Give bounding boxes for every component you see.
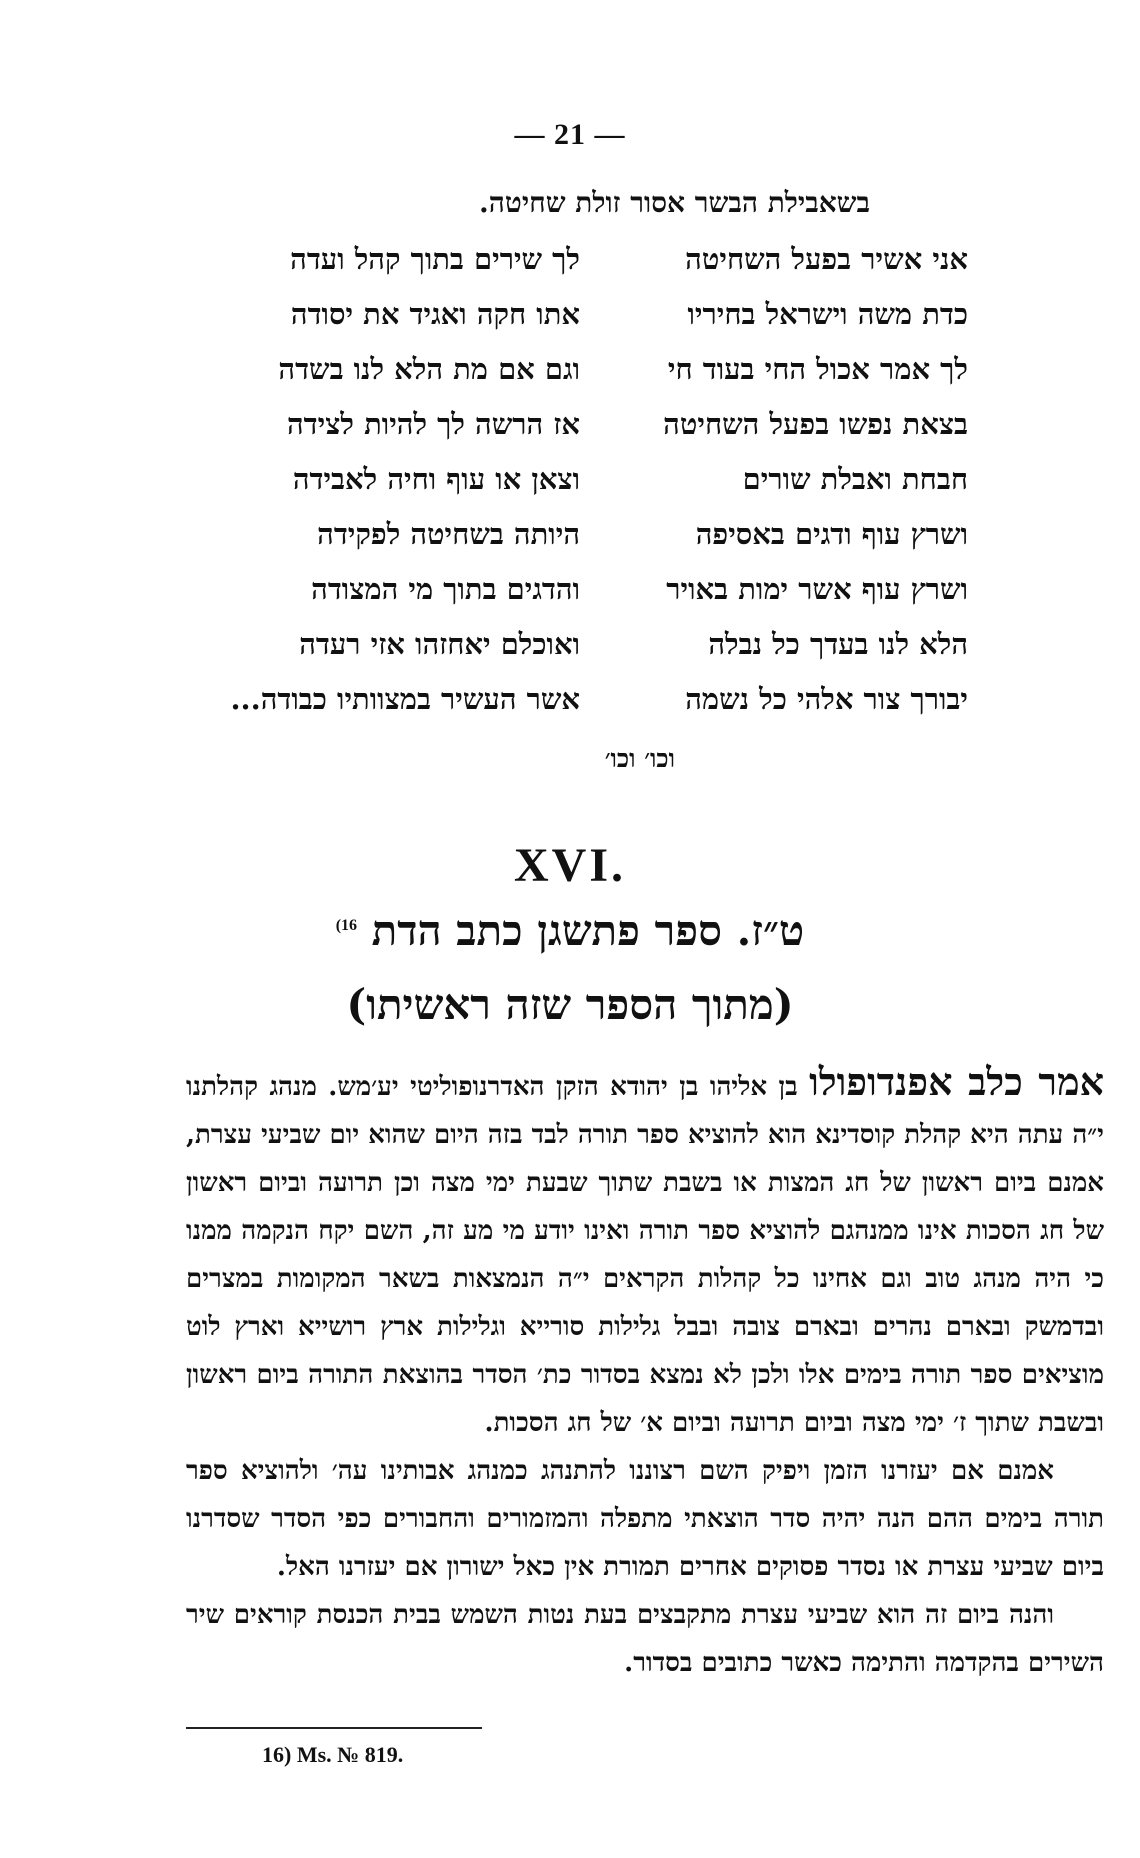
paragraph (186, 1058, 1104, 1447)
poem-left-hemistich: אז הרשה לך להיות לצידה (287, 407, 580, 441)
poem-left-hemistich: ואוכלם יאחזהו אזי רעדה (299, 627, 580, 661)
section-number: XVI. (513, 839, 626, 892)
refrain: וכו׳ וכו׳ (604, 744, 675, 773)
section-title (0, 906, 1140, 956)
verse-heading: בשאבילת הבשר אסור זולת שחיטה. (479, 186, 870, 219)
poem-left-hemistich: אתו חקה ואגיד את יסודה (290, 297, 580, 331)
paragraph: אמנם אם יעזרנו הזמן ויפיק השם רצוננו להתנהג כמנהג אבותינו עה׳ ולהוציא ספר תורה בימים ההם הנה יהיה סדר הוצאתי מתפלה והמזמורים והחבורים כפי הסדר שסדרנו ביום שביעי עצרת או נסדר פסוקים אחרים תמורת אין כאל ישורון אם יעזרנו האל. (186, 1456, 1104, 1582)
poem-left-hemistich: לך שירים בתוך קהל ועדה (290, 242, 580, 276)
poem-right-hemistich: יבורך צור אלהי כל נשמה (685, 682, 968, 716)
poem-right-hemistich: חבחת ואבלת שורים (742, 462, 968, 496)
footnote-marker: 16) (335, 917, 358, 934)
footnote: 16) Ms. № 819. (262, 1742, 404, 1767)
poem-right-hemistich: לך אמר אכול החי בעוד חי (667, 352, 968, 386)
opening-words: אמר כלב אפנדופולו (809, 1059, 1104, 1104)
poem-left-hemistich: אשר העשיר במצוותיו כבודה... (230, 682, 580, 716)
poem-right-hemistich: הלא לנו בעדך כל נבלה (708, 627, 968, 661)
poem-left-hemistich: והדגים בתוך מי המצודה (311, 572, 580, 606)
poem-right-hemistich: ושרץ עוף אשר ימות באויר (666, 572, 968, 606)
poem-left-hemistich: היותה בשחיטה לפקידה (317, 517, 580, 551)
paragraph-text: בן אליהו בן יהודא הזקן האדרנופוליטי יע׳מש. מנהג קהלתנו י״ה עתה היא קהלת קוסדינא הוא להוציא ספר תורה לבד בזה היום שהוא יום שביעי עצרת, אמנם ביום ראשון של חג המצות או בשבת שתוך שבעת ימי מצה וכן תרועה וביום ראשון של חג הסכות אינו ממנהגם להוציא ספר תורה ואינו יודע מי מע זה, השם יקח הנקמה ממנו כי היה מנהג טוב וגם אחינו כל קהלות הקראים י״ה הנמצאות בשאר המקומות במצרים ובדמשק ובארם נהרים ובארם צובה ובבל גלילות סורייא וגלילות ארץ רושייא וארץ לוט מוציאים ספר תורה בימים אלו ולכן לא נמצא בסדור כת׳ הסדר בהוצאת התורה ביום ראשון ובשבת שתוך ז׳ ימי מצה וביום תרועה וביום א׳ של חג הסכות. (186, 1072, 1104, 1438)
poem-right-hemistich: אני אשיר בפעל השחיטה (685, 242, 968, 276)
section-subtitle: (מתוך הספר שזה ראשיתו) (346, 980, 794, 1029)
poem-right-hemistich: ושרץ עוף ודגים באסיפה (695, 517, 968, 551)
poem-left-hemistich: וגם אם מת הלא לנו בשדה (278, 352, 580, 386)
section-title-text: ט״ז. ספר פתשגן כתב הדת (371, 906, 805, 955)
page-number: — 21 — (514, 118, 626, 151)
poem-right-hemistich: בצאת נפשו בפעל השחיטה (663, 407, 968, 441)
paragraph: והנה ביום זה הוא שביעי עצרת מתקבצים בעת נטות השמש בבית הכנסת קוראים שיר השירים בהקדמה והתימה כאשר כתובים בסדור. (186, 1600, 1104, 1678)
poem-right-hemistich: כדת משה וישראל בחיריו (687, 297, 968, 331)
footnote-divider (186, 1727, 482, 1729)
prose-body (186, 1058, 1104, 1687)
poem-left-hemistich: וצאן או עוף וחיה לאבידה (292, 462, 580, 496)
